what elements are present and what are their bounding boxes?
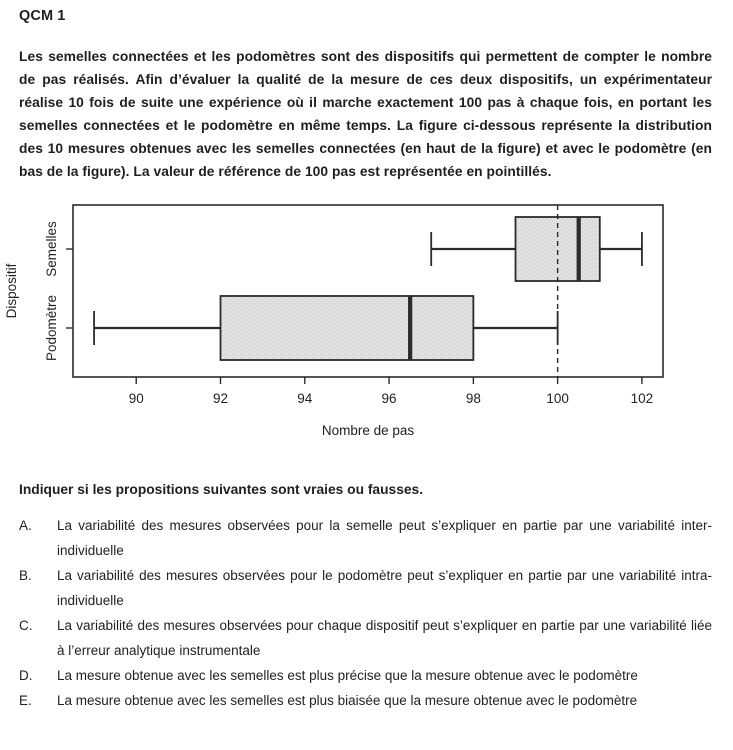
proposition-text: La mesure obtenue avec les semelles est plus précise que la mesure obtenue avec le podomètre <box>57 668 638 683</box>
boxplot-chart <box>0 185 733 447</box>
list-item <box>19 688 712 713</box>
x-axis-label: Nombre de pas <box>321 423 415 438</box>
list-item <box>19 613 712 663</box>
proposition-text: La variabilité des mesures observées pour le podomètre peut s’expliquer en partie par une variabilité intra-individuelle <box>57 568 712 608</box>
boxplot-podometre <box>44 295 558 361</box>
category-label: Podomètre <box>44 294 59 362</box>
proposition-letter: C. <box>19 618 33 633</box>
x-tick-label: 96 <box>381 391 397 406</box>
proposition-text: La variabilité des mesures observées pour chaque dispositif peut s’expliquer en partie par une variabilité liée à l’erreur analytique instrumentale <box>57 618 712 658</box>
proposition-text: La mesure obtenue avec les semelles est plus biaisée que la mesure obtenue avec le podomètre <box>57 693 638 708</box>
proposition-letter: B. <box>19 568 32 583</box>
x-tick-label: 90 <box>128 391 144 406</box>
boxplot-figure <box>0 185 733 452</box>
x-tick-label: 102 <box>630 391 654 406</box>
y-axis-label: Dispositif <box>4 263 19 319</box>
instruction-text: Indiquer si les propositions suivantes sont vraies ou fausses. <box>19 482 424 497</box>
list-item <box>19 563 712 613</box>
x-tick-label: 100 <box>546 391 569 406</box>
x-tick-label: 92 <box>212 391 229 406</box>
x-tick-label: 98 <box>465 391 481 406</box>
boxplot-semelles <box>44 217 642 281</box>
iqr-box <box>221 296 474 360</box>
proposition-letter: E. <box>19 693 32 708</box>
proposition-text: La variabilité des mesures observées pour la semelle peut s’expliquer en partie par une variabilité inter-individuelle <box>57 518 712 558</box>
proposition-letter: A. <box>19 518 32 533</box>
propositions-list <box>19 513 712 713</box>
list-item <box>19 513 712 563</box>
page-title: QCM 1 <box>19 8 66 24</box>
x-tick-label: 94 <box>297 391 313 406</box>
intro-paragraph: Les semelles connectées et les podomètres sont des dispositifs qui permettent de compter le nombre de pas réalisés. Afin d’évaluer la qualité de la mesure de ces deux dispositifs, un expérimentateur réalise 10 fois de suite une expérience où il marche exactement 100 pas à chaque fois, en portant les semelles connectées et le podomètre en même temps. La figure ci-dessous représente la distribution des 10 mesures obtenues avec les semelles connectées (en haut de la figure) et avec le podomètre (en bas de la figure). La valeur de référence de 100 pas est représentée en pointillés. <box>19 49 712 179</box>
list-item <box>19 663 712 688</box>
proposition-letter: D. <box>19 668 33 683</box>
category-label: Semelles <box>44 221 59 277</box>
